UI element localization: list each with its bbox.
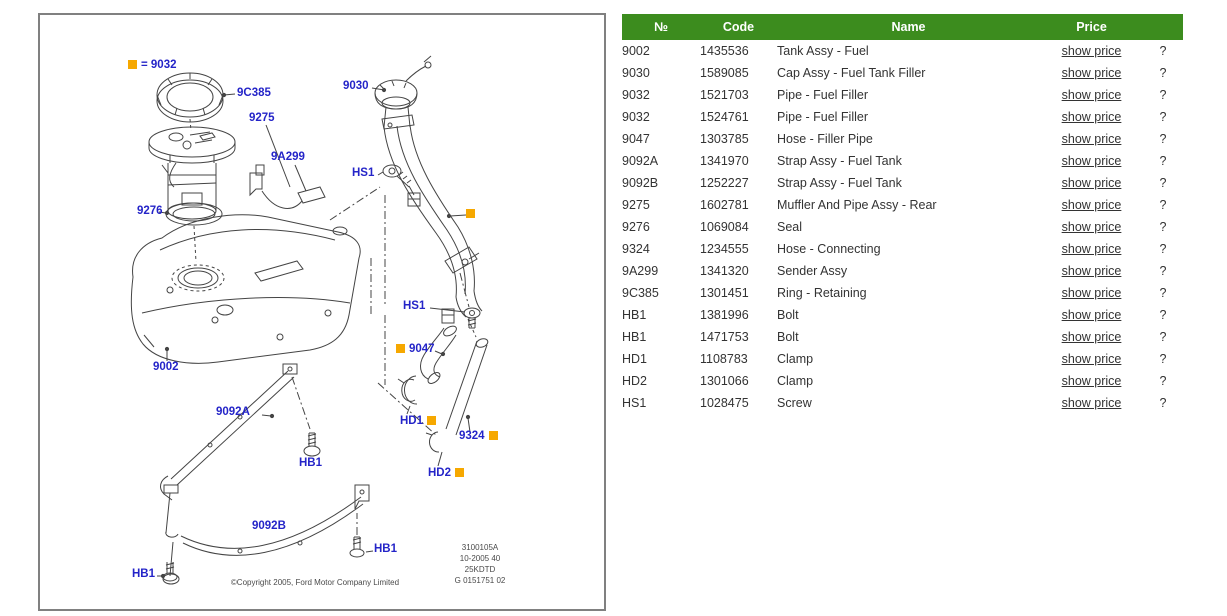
callout-screw-top: HS1 <box>352 167 375 179</box>
help-question-link[interactable]: ? <box>1159 374 1167 388</box>
table-row <box>622 150 1183 172</box>
cell-name: Pipe - Fuel Filler <box>777 88 868 102</box>
callout-clamp1: HD1 <box>400 415 436 427</box>
parts-table-panel <box>622 14 1183 414</box>
callout-bolt-mid: HB1 <box>299 457 323 469</box>
copyright-notice: ©Copyright 2005, Ford Motor Company Limited <box>230 578 400 587</box>
table-row <box>622 392 1183 414</box>
help-question-link[interactable]: ? <box>1159 44 1167 58</box>
cell-name: Bolt <box>777 330 799 344</box>
parts-table-body <box>622 40 1183 414</box>
table-row <box>622 238 1183 260</box>
show-price-link[interactable]: show price <box>1061 88 1122 102</box>
help-question-link[interactable]: ? <box>1159 110 1167 124</box>
cell-code: 1234555 <box>700 242 749 256</box>
cell-num: 9002 <box>622 44 650 58</box>
cell-name: Hose - Connecting <box>777 242 881 256</box>
cell-num: 9092B <box>622 176 659 190</box>
orange-square-icon <box>489 431 498 440</box>
cell-name: Seal <box>777 220 803 234</box>
show-price-link[interactable]: show price <box>1061 330 1122 344</box>
cell-code: 1108783 <box>700 352 748 366</box>
table-row <box>622 40 1183 62</box>
cell-num: HB1 <box>622 308 647 322</box>
help-question-link[interactable]: ? <box>1159 242 1167 256</box>
table-row <box>622 260 1183 282</box>
show-price-link[interactable]: show price <box>1061 220 1122 234</box>
show-price-link[interactable]: show price <box>1061 264 1122 278</box>
callout-cap: 9030 <box>343 80 369 92</box>
table-row <box>622 370 1183 392</box>
cell-code: 1521703 <box>700 88 749 102</box>
table-row <box>622 194 1183 216</box>
table-row <box>622 128 1183 150</box>
help-question-link[interactable]: ? <box>1159 308 1167 322</box>
cell-code: 1381996 <box>700 308 749 322</box>
cell-name: Cap Assy - Fuel Tank Filler <box>777 66 926 80</box>
parts-table <box>622 14 1183 414</box>
cell-num: 9047 <box>622 132 650 146</box>
stamp-line: 25KDTD <box>464 565 496 574</box>
cell-code: 1301451 <box>700 286 749 300</box>
cell-num: 9324 <box>622 242 650 256</box>
drawing-stamp <box>425 542 535 586</box>
cell-num: 9A299 <box>622 264 659 278</box>
callout-ring: 9C385 <box>237 87 271 99</box>
callout-pump: 9275 <box>249 112 275 124</box>
help-question-link[interactable]: ? <box>1159 220 1167 234</box>
cell-name: Strap Assy - Fuel Tank <box>777 176 902 190</box>
show-price-link[interactable]: show price <box>1061 44 1122 58</box>
cell-code: 1301066 <box>700 374 749 388</box>
show-price-link[interactable]: show price <box>1061 110 1122 124</box>
cell-num: 9032 <box>622 110 650 124</box>
header-price: Price <box>1040 14 1143 40</box>
cell-name: Bolt <box>777 308 799 322</box>
cell-num: 9032 <box>622 88 650 102</box>
cell-num: HD1 <box>622 352 648 366</box>
callout-tank: 9002 <box>153 361 179 373</box>
show-price-link[interactable]: show price <box>1061 132 1122 146</box>
table-row <box>622 282 1183 304</box>
stamp-line: 3100105A <box>461 543 499 552</box>
stamp-line: 10-2005 40 <box>459 554 501 563</box>
table-row <box>622 216 1183 238</box>
callout-screw-lower: HS1 <box>403 300 426 312</box>
show-price-link[interactable]: show price <box>1061 198 1122 212</box>
cell-name: Clamp <box>777 352 814 366</box>
orange-square-icon <box>396 344 405 353</box>
help-question-link[interactable]: ? <box>1159 198 1167 212</box>
header-code: Code <box>700 14 777 40</box>
legend-text: = 9032 <box>141 59 177 71</box>
cell-code: 1471753 <box>700 330 749 344</box>
show-price-link[interactable]: show price <box>1061 374 1122 388</box>
cell-code: 1341320 <box>700 264 749 278</box>
show-price-link[interactable]: show price <box>1061 154 1122 168</box>
help-question-link[interactable]: ? <box>1159 396 1167 410</box>
show-price-link[interactable]: show price <box>1061 286 1122 300</box>
cell-num: 9276 <box>622 220 650 234</box>
callout-seal: 9276 <box>137 205 163 217</box>
help-question-link[interactable]: ? <box>1159 132 1167 146</box>
callout-hose-filler: 9047 <box>396 343 435 355</box>
cell-num: 9030 <box>622 66 650 80</box>
callout-bolt-left: HB1 <box>132 568 156 580</box>
show-price-link[interactable]: show price <box>1061 352 1122 366</box>
cell-name: Ring - Retaining <box>777 286 867 300</box>
cell-name: Clamp <box>777 374 814 388</box>
callout-strap-front: 9092A <box>216 406 250 418</box>
cell-num: HS1 <box>622 396 647 410</box>
cell-num: HD2 <box>622 374 648 388</box>
cell-name: Hose - Filler Pipe <box>777 132 873 146</box>
table-row <box>622 62 1183 84</box>
legend-9032 <box>128 59 177 71</box>
cell-code: 1524761 <box>700 110 749 124</box>
callout-sender: 9A299 <box>271 151 305 163</box>
cell-code: 1069084 <box>700 220 749 234</box>
help-question-link[interactable]: ? <box>1159 88 1167 102</box>
table-row <box>622 84 1183 106</box>
diagram-artwork <box>40 15 604 609</box>
orange-square-icon <box>128 60 137 69</box>
table-row <box>622 326 1183 348</box>
show-price-link[interactable]: show price <box>1061 176 1122 190</box>
help-question-link[interactable]: ? <box>1159 330 1167 344</box>
help-question-link[interactable]: ? <box>1159 66 1167 80</box>
cell-num: 9275 <box>622 198 650 212</box>
help-question-link[interactable]: ? <box>1159 286 1167 300</box>
show-price-link[interactable]: show price <box>1061 396 1122 410</box>
help-question-link[interactable]: ? <box>1159 154 1167 168</box>
orange-square-icon <box>455 468 464 477</box>
cell-code: 1435536 <box>700 44 749 58</box>
table-row <box>622 304 1183 326</box>
cell-code: 1589085 <box>700 66 749 80</box>
parts-diagram <box>38 13 606 611</box>
cell-num: HB1 <box>622 330 647 344</box>
table-row <box>622 172 1183 194</box>
parts-table-header <box>622 14 1183 40</box>
cell-code: 1028475 <box>700 396 749 410</box>
callout-clamp2: HD2 <box>428 467 464 479</box>
cell-name: Strap Assy - Fuel Tank <box>777 154 902 168</box>
cell-num: 9C385 <box>622 286 659 300</box>
cell-code: 1252227 <box>700 176 749 190</box>
show-price-link[interactable]: show price <box>1061 242 1122 256</box>
help-question-link[interactable]: ? <box>1159 352 1167 366</box>
show-price-link[interactable]: show price <box>1061 308 1122 322</box>
table-row <box>622 348 1183 370</box>
show-price-link[interactable]: show price <box>1061 66 1122 80</box>
help-question-link[interactable]: ? <box>1159 176 1167 190</box>
table-row <box>622 106 1183 128</box>
cell-num: 9092A <box>622 154 659 168</box>
header-help <box>1143 14 1183 40</box>
orange-square-icon <box>427 416 436 425</box>
cell-code: 1602781 <box>700 198 749 212</box>
callout-hose-connecting: 9324 <box>459 430 498 442</box>
header-num: № <box>622 14 700 40</box>
cell-name: Sender Assy <box>777 264 848 278</box>
callout-bolt-right: HB1 <box>374 543 398 555</box>
pipe-marker-orange-square-icon <box>466 209 475 218</box>
cell-name: Screw <box>777 396 812 410</box>
cell-name: Tank Assy - Fuel <box>777 44 869 58</box>
cell-name: Pipe - Fuel Filler <box>777 110 868 124</box>
cell-code: 1341970 <box>700 154 749 168</box>
header-name: Name <box>777 14 1040 40</box>
stamp-line: G 0151751 02 <box>454 576 506 585</box>
cell-name: Muffler And Pipe Assy - Rear <box>777 198 937 212</box>
help-question-link[interactable]: ? <box>1159 264 1167 278</box>
callout-strap-rear: 9092B <box>252 520 286 532</box>
cell-code: 1303785 <box>700 132 749 146</box>
